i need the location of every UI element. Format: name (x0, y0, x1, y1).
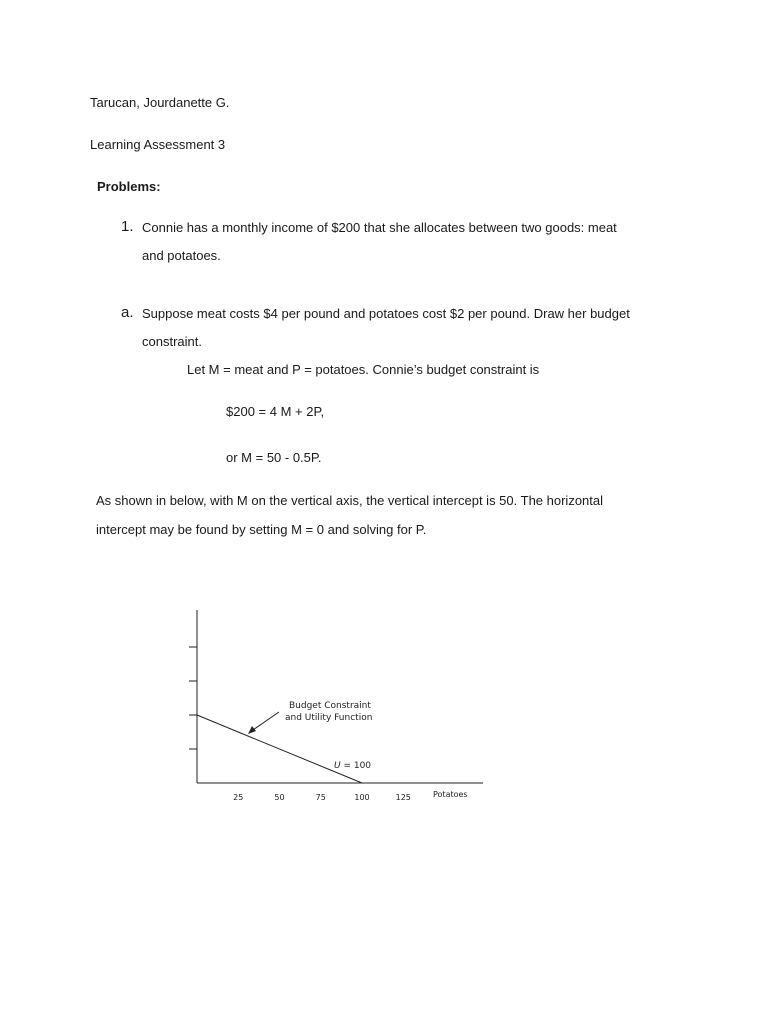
x-tick-label: 100 (354, 793, 370, 802)
x-tick-label: 125 (395, 793, 411, 802)
part-a-line1: Suppose meat costs $4 per pound and potatoes cost $2 per pound. Draw her budget (142, 306, 630, 321)
budget-line (197, 715, 362, 783)
assessment-title: Learning Assessment 3 (90, 137, 226, 152)
author-name: Tarucan, Jourdanette G. (90, 95, 230, 110)
let-statement: Let M = meat and P = potatoes. Connie’s budget constraint is (187, 362, 540, 377)
budget-equation: $200 = 4 M + 2P, (226, 404, 325, 419)
x-tick-label: 25 (233, 793, 244, 802)
explanation-line2: intercept may be found by setting M = 0 and solving for P. (96, 522, 427, 537)
problems-heading: Problems: (97, 179, 161, 194)
annotation-arrowhead (248, 726, 256, 734)
x-axis-label: Potatoes (433, 790, 468, 799)
annotation-text-line2: and Utility Function (285, 713, 373, 723)
problem-number: 1. (121, 218, 134, 235)
budget-equation-solved: or M = 50 - 0.5P. (226, 450, 322, 465)
problem-text-line1: Connie has a monthly income of $200 that she allocates between two goods: meat (142, 220, 617, 235)
part-a-marker: a. (121, 304, 134, 321)
annotation-text-line1: Budget Constraint (289, 701, 371, 711)
utility-label: U = 100 (334, 761, 372, 771)
x-tick-label: 75 (315, 793, 326, 802)
problem-text-line2: and potatoes. (142, 248, 221, 263)
x-tick-label: 50 (274, 793, 285, 802)
part-a-line2: constraint. (142, 334, 202, 349)
explanation-line1: As shown in below, with M on the vertical axis, the vertical intercept is 50. The horizontal (96, 493, 604, 508)
